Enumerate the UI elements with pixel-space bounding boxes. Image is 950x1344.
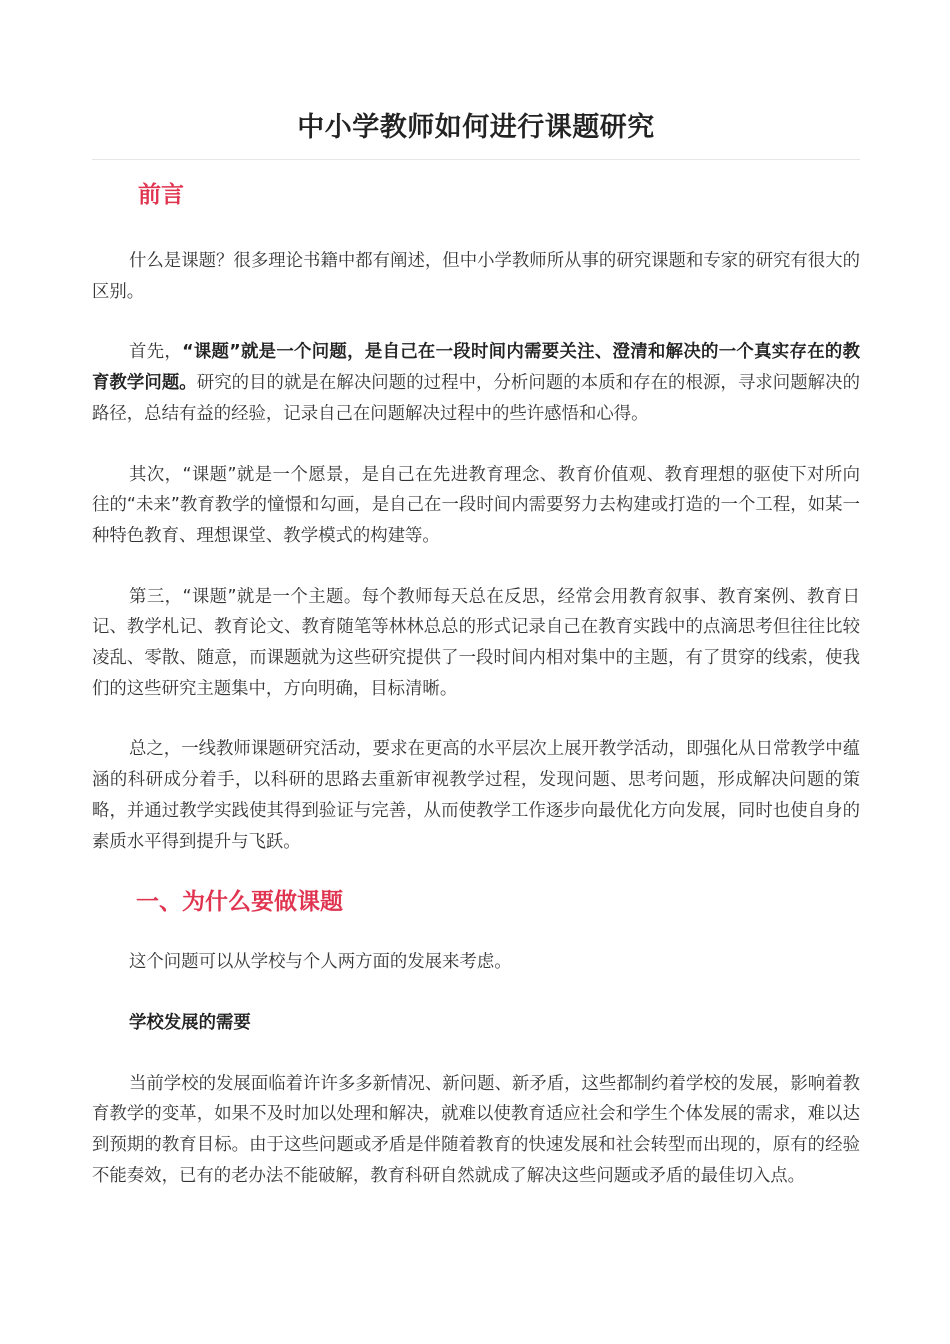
section-heading-preface: 前言 bbox=[138, 182, 184, 208]
preface-paragraph-1: 什么是课题？很多理论书籍中都有阐述，但中小学教师所从事的研究课题和专家的研究有很大的区别。 bbox=[92, 251, 860, 302]
title-divider bbox=[92, 159, 860, 160]
preface-paragraph-4: 第三，“课题”就是一个主题。每个教师每天总在反思，经常会用教育叙事、教育案例、教育日记、教学札记、教育论文、教育随笔等林林总总的形式记录自己在教育实践中的点滴思考但往往比较凌乱、零散、随意，而课题就为这些研究提供了一段时间内相对集中的主题，有了贯穿的线索，使我们的这些研究主题集中，方向明确，目标清晰。 bbox=[92, 586, 860, 699]
preface-paragraph-3: 其次，“课题”就是一个愿景，是自己在先进教育理念、教育价值观、教育理想的驱使下对所向往的“未来”教育教学的憧憬和勾画，是自己在一段时间内需要努力去构建或打造的一个工程，如某一种特色教育、理想课堂、教学模式的构建等。 bbox=[92, 464, 860, 546]
school-paragraph-1: 当前学校的发展面临着许许多多新情况、新问题、新矛盾，这些都制约着学校的发展，影响着教育教学的变革，如果不及时加以处理和解决，就难以使教育适应社会和学生个体发展的需求，难以达到预期的教育目标。由于这些问题或矛盾是伴随着教育的快速发展和社会转型而出现的，原有的经验不能奏效，已有的老办法不能破解，教育科研自然就成了解决这些问题或矛盾的最佳切入点。 bbox=[92, 1073, 860, 1186]
preface-p2-bold: “课题”就是一个问题，是自己在一段时间内需要关注、澄清和解决的一个真实存在的教育教学问题。 bbox=[92, 342, 860, 394]
preface-paragraph-5: 总之，一线教师课题研究活动，要求在更高的水平层次上展开教学活动，即强化从日常教学中蕴涵的科研成分着手，以科研的思路去重新审视教学过程，发现问题、思考问题，形成解决问题的策略，并通过教学实践使其得到验证与完善，从而使教学工作逐步向最优化方向发展，同时也使自身的素质水平得到提升与飞跃。 bbox=[92, 739, 860, 852]
preface-p2-rest: 研究的目的就是在解决问题的过程中，分析问题的本质和存在的根源，寻求问题解决的路径，总结有益的经验，记录自己在问题解决过程中的些许感悟和心得。 bbox=[92, 373, 860, 424]
section-heading-why: 一、为什么要做课题 bbox=[136, 889, 343, 916]
why-intro-paragraph: 这个问题可以从学校与个人两方面的发展来考虑。 bbox=[129, 952, 512, 973]
preface-paragraph-2 bbox=[92, 337, 860, 429]
document-page bbox=[92, 0, 860, 1191]
page-title: 中小学教师如何进行课题研究 bbox=[297, 112, 655, 143]
preface-p2-lead: 首先， bbox=[129, 342, 183, 363]
subsection-heading-school: 学校发展的需要 bbox=[129, 1012, 251, 1033]
